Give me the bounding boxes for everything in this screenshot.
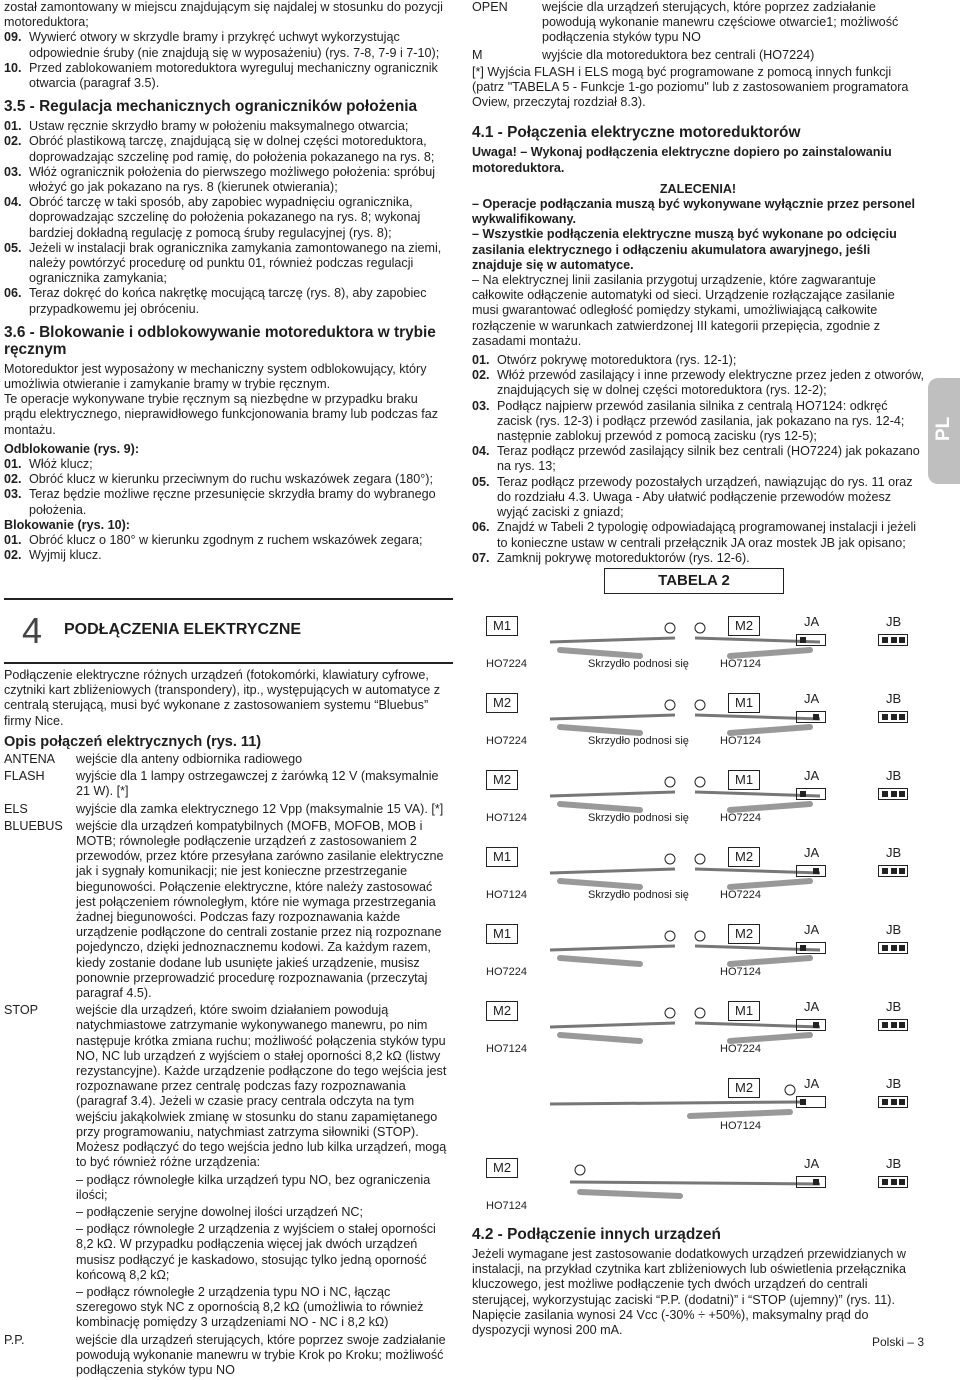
motor-right-label: M1 <box>728 1001 760 1021</box>
list-item: 07. Zamknij pokrywę motoreduktorów (rys. 12-6). <box>472 550 750 565</box>
list-item: 02. Wyjmij klucz. <box>4 548 102 563</box>
list-item: 05. Jeżeli w instalacji brak ogranicznika zamykania zamontowanego na ziemi, należy powtórzyć procedurę od punktu 01, również podczas regulacji ogranicznika zamykania; <box>4 240 442 286</box>
ja-switch-icon <box>796 865 826 877</box>
list-item: 03. Włóż ogranicznik położenia do pierwszego możliwego położenia: spróbuj włożyć go jak pokazano na rys. 8 (kierunek otwierania); <box>4 164 436 195</box>
jb-label: JB <box>886 1156 902 1171</box>
ja-switch-icon <box>796 634 826 646</box>
list-item: 02. Włóż przewód zasilający i inne przewody elektryczne przez jeden z otworów, znajdujących się w dolnej części motoreduktora (rys. 12-2); <box>472 368 924 398</box>
recommendation: – Operacje podłączania muszą być wykonywane wyłącznie przez personel wykwalifikowany. <box>472 197 916 227</box>
list-item: 09. Wywierć otwory w skrzydle bramy i przykręć uchwyt wykorzystując odpowiednie śruby (nie znajdują się w wyposażeniu) (rys. 7-8, 7-9 i 7-10); <box>4 30 440 60</box>
ja-label: JA <box>804 1156 820 1171</box>
unit-right-label: HO7124 <box>720 735 761 747</box>
definition-row: BLUEBUS wejście dla urządzeń kompatybilnych (MOFB, MOFOB, MOB i MOTB; równoległe podłączenie urządzeń z zastosowaniem 2 przewodów, przez które przesyłana zarówno zasilanie elektryczne jak i sygnały komunikacji; nie jest konieczne przestrzeganie biegunowości. Połączenie elektryczne, które należy zastosować jest połączeniem równoległym, które nie wymaga przestrzegania żadnej biegunowości. Podczas fazy rozpoznawania każde urządzenie podłączone do centrali zostanie przez nią rozpoznane pojedynczo, dzięki jednoznacznemu kodowi. Za każdym razem, kiedy zostanie dodane lub usunięte jakieś urządzenie, musisz ponownie przeprowadzić procedurę rozpoznawania (przeczytaj paragraf 4.5). <box>4 818 444 1001</box>
unit-right-label: HO7124 <box>720 966 761 978</box>
ja-label: JA <box>804 1076 820 1091</box>
ja-label: JA <box>804 614 820 629</box>
jb-label: JB <box>886 922 902 937</box>
paragraph: Jeżeli wymagane jest zastosowanie dodatkowych urządzeń przewidzianych w instalacji, na przykład czytnika kart zbliżeniowych lub oświetlenia przełącznika kluczowego, jest możliwe podłączenie tych dwóch urządzeń do centrali sterującej, wykorzystując zaciski “P.P. (dodatni)” i “STOP (ujemny)” (rys. 11). Napięcie zasilania wynosi 24 Vcc (-30% ÷ +50%), maksymalny prąd do dyspozycji wynosi 200 mA. <box>472 1247 907 1338</box>
list-item: 06. Teraz dokręć do końca nakrętkę mocującą tarczę (rys. 8), aby zapobiec przypadkowemu jej obróceniu. <box>4 286 427 316</box>
ja-label: JA <box>804 999 820 1014</box>
definition-row: ANTENA wejście dla anteny odbiornika radiowego <box>4 752 303 767</box>
ja-switch-icon <box>796 942 826 954</box>
table-rows <box>478 608 928 1230</box>
recommendation: – Wszystkie podłączenia elektryczne muszą być wykonane po odcięciu zasilania elektrycznego i odłączeniu akumulatora awaryjnego, jeśli znajduje się w automatyce. <box>472 227 897 272</box>
unit-left-label: HO7124 <box>486 1200 527 1212</box>
definition-row: P.P. wejście dla urządzeń sterujących, które poprzez swoje zadziałanie powodują wykonanie manewru w trybie Krok po Kroku; możliwość podłączenia styków typu NO <box>4 1332 446 1377</box>
table-row <box>478 916 928 993</box>
motor-left-label: M1 <box>486 847 518 867</box>
subheading-connections: Opis połączeń elektrycznych (rys. 11) <box>4 733 262 750</box>
ja-label: JA <box>804 922 820 937</box>
gate-caption: Skrzydło podnosi się <box>588 889 689 901</box>
table-2 <box>478 568 928 1230</box>
ja-label: JA <box>804 845 820 860</box>
motor-left-label: M2 <box>486 1001 518 1021</box>
ja-switch-icon <box>796 788 826 800</box>
right-column <box>472 0 924 566</box>
gate-caption: Skrzydło podnosi się <box>588 735 689 747</box>
definition-row: M wyjście dla motoreduktora bez centrali (HO7224) <box>472 47 815 62</box>
subheading-lock: Blokowanie (rys. 10): <box>4 517 130 532</box>
page-footer: Polski – 3 <box>871 1335 924 1349</box>
list-item: 10. Przed zablokowaniem motoreduktora wyreguluj mechaniczny ogranicznik otwarcia (paragraf 3.5). <box>4 60 438 91</box>
table-title: TABELA 2 <box>604 568 784 594</box>
jb-label: JB <box>886 845 902 860</box>
definition-row: – podłącz równoległe 2 urządzenia typu NO i NC, łącząc szeregowo styk NC z opornością 8,2 kΩ (umożliwia to również kombinację pomiędzy 3 urządzeniami NO - NC i 8,2 kΩ) <box>76 1284 424 1330</box>
list-item: 04. Teraz podłącz przewód zasilający silnik bez centrali (HO7224) jak pokazano na rys. 13; <box>472 444 920 474</box>
table-row <box>478 685 928 762</box>
table-row <box>478 762 928 839</box>
definition-row: ELS wyjście dla zamka elektrycznego 12 Vpp (maksymalnie 15 VA). [*] <box>4 801 444 816</box>
jb-jumper-icon <box>878 942 908 954</box>
motor-right-label: M2 <box>728 924 760 944</box>
list-item: 03. Podłącz najpierw przewód zasilania silnika z centralą HO7124: odkręć zacisk (rys. 12-3) i podłącz przewód zasilania, jak pokazano na rys. 12-4; następnie zablokuj przewód z pomocą zacisku (rys 12-5); <box>472 398 905 444</box>
jb-label: JB <box>886 691 902 706</box>
motor-left-label: M2 <box>486 1158 518 1178</box>
jb-label: JB <box>886 999 902 1014</box>
ja-switch-icon <box>796 1176 826 1188</box>
unit-right-label: HO7224 <box>720 1043 761 1055</box>
gate-diagram <box>540 776 830 816</box>
recommendation: – Na elektrycznej linii zasilania przygotuj urządzenie, które zagwarantuje całkowite odłączenie automatyki od sieci. Urządzenie rozłączające zasilanie musi gwarantować odległość pomiędzy stykami, umożliwiającą całkowite rozłączenie w warunkach zatwierdzonej III kategorii przepięcia, zgodnie z zasadami montażu. <box>472 273 895 348</box>
left-column-lower <box>4 668 453 1380</box>
motor-right-label: M1 <box>728 770 760 790</box>
gate-diagram <box>540 1007 830 1047</box>
jb-label: JB <box>886 768 902 783</box>
gate-diagram <box>540 1084 830 1124</box>
language-tab <box>928 378 960 484</box>
definition-row: – podłącz równoległe kilka urządzeń typu NO, bez ograniczenia ilości; <box>76 1172 431 1202</box>
warning-text: Uwaga! – Wykonaj podłączenia elektryczne dopiero po zainstalowaniu motoreduktora. <box>472 145 892 175</box>
ja-switch-icon <box>796 711 826 723</box>
definition-row: STOP wejście dla urządzeń, które swoim działaniem powodują natychmiastowe zatrzymanie wykonywanego manewru, po nim następuje krótka zmiana ruchu; możliwość połączenia styków typu NO, NC lub urządzeń z wyjściem o stałej oporności 8,2 kΩ (listwy rezystancyjne). Każde urządzenie podłączone do tego wejścia jest rozpoznawane przez centralę podczas fazy rozpoznawania (paragraf 3.4). Jeżeli w czasie pracy centrala odczyta na tym wejściu jakąkolwiek zmianę w stosunku do stanu zapamiętanego przy programowaniu, natychmiast zatrzyma siłowniki (STOP). Możesz podłączyć do tego wejścia jedno lub kilka urządzeń, mogą to być również różne urządzenia: <box>4 1003 447 1170</box>
unit-left-label: HO7224 <box>486 658 527 670</box>
gate-diagram <box>540 930 830 970</box>
jb-jumper-icon <box>878 711 908 723</box>
definition-row: – podłączenie seryjne dowolnej ilości urządzeń NC; <box>76 1204 364 1219</box>
subheading-unlock: Odblokowanie (rys. 9): <box>4 441 140 456</box>
paragraph: Podłączenie elektryczne różnych urządzeń (fotokomórki, klawiatury cyfrowe, czytniki kart zbliżeniowych (transpondery), itp., występujących w automatyce z centralą sterującą, musi być wykonane z zastosowaniem systemu “Bluebus” firmy Nice. <box>4 668 441 728</box>
intro-paragraph: został zamontowany w miejscu znajdującym się najdalej w stosunku do pozycji motoreduktora; <box>4 0 443 30</box>
table-row <box>478 608 928 685</box>
chapter-number: 4 <box>22 610 43 651</box>
gate-diagram <box>540 853 830 893</box>
unit-right-label: HO7224 <box>720 812 761 824</box>
list-item: 02. Obróć plastikową tarczę, znajdującą się w dolnej części motoreduktora, doprowadzając szczelinę pod ramię, do położenia pokazanego na rys. 8; <box>4 134 435 164</box>
unit-right-label: HO7124 <box>720 1120 761 1132</box>
section-heading-3-5: 3.5 - Regulacja mechanicznych ograniczników położenia <box>4 98 418 116</box>
section-heading-3-6: 3.6 - Blokowanie i odblokowywanie motoreduktora w trybie ręcznym <box>4 323 436 358</box>
list-item: 02. Obróć klucz w kierunku przeciwnym do ruchu wskazówek zegara (180°); <box>4 472 433 487</box>
jb-label: JB <box>886 614 902 629</box>
unit-left-label: HO7124 <box>486 889 527 901</box>
list-item: 01. Ustaw ręcznie skrzydło bramy w położeniu maksymalnego otwarcia; <box>4 119 409 134</box>
limit-steps <box>4 119 453 317</box>
section-4-2 <box>472 1226 924 1338</box>
gate-caption: Skrzydło podnosi się <box>588 812 689 824</box>
unit-left-label: HO7124 <box>486 1043 527 1055</box>
gate-diagram <box>540 622 830 662</box>
jb-jumper-icon <box>878 1019 908 1031</box>
table-row <box>478 993 928 1070</box>
table-row <box>478 1150 928 1230</box>
unit-left-label: HO7124 <box>486 812 527 824</box>
footnote: [*] Wyjścia FLASH i ELS mogą być programowane z pomocą innych funkcji (patrz "TABELA 5 - Funkcje 1-go poziomu" lub z zastosowaniem programatora Oview, przeczytaj rozdział 8.3). <box>472 64 909 110</box>
install-steps <box>4 30 453 91</box>
list-item: 05. Teraz podłącz przewody pozostałych urządzeń, nawiązując do rys. 11 oraz do rozdziału 4.3. Uwaga - Aby ułatwić podłączenie przewodów możesz wyjąć zaciski z gniazd; <box>472 474 913 520</box>
unit-right-label: HO7224 <box>720 889 761 901</box>
section-heading-4-1: 4.1 - Połączenia elektryczne motoreduktorów <box>472 124 801 142</box>
jb-label: JB <box>886 1076 902 1091</box>
jb-jumper-icon <box>878 865 908 877</box>
recommendations-title: ZALECENIA! <box>659 181 737 196</box>
jb-jumper-icon <box>878 788 908 800</box>
table-row <box>478 839 928 916</box>
chapter-header <box>4 598 453 664</box>
jb-jumper-icon <box>878 1176 908 1188</box>
jb-jumper-icon <box>878 634 908 646</box>
ja-switch-icon <box>796 1096 826 1108</box>
ja-label: JA <box>804 691 820 706</box>
chapter-title: PODŁĄCZENIA ELEKTRYCZNE <box>64 621 302 638</box>
ja-switch-icon <box>796 1019 826 1031</box>
definition-row: – podłącz równoległe 2 urządzenia z wyjściem o stałej oporności 8,2 kΩ. W przypadku podłączenia więcej jak dwóch urządzeń musisz podłączyć je kaskadowo, stosując tylko jedną oporność końcową 8,2 kΩ; <box>76 1222 436 1282</box>
list-item: 01. Otwórz pokrywę motoreduktora (rys. 12-1); <box>472 353 737 368</box>
jb-jumper-icon <box>878 1096 908 1108</box>
terminal-definitions <box>4 752 453 1378</box>
paragraph: Te operacje wykonywane trybie ręcznym są niezbędne w przypadku braku prądu elektrycznego, nieprawidłowego funkcjonowania bramy lub podczas faz montażu. <box>4 392 439 437</box>
paragraph: Motoreduktor jest wyposażony w mechaniczny system odblokowujący, który umożliwia otwieranie i zamykanie bramy w trybie ręcznym. <box>4 361 427 392</box>
list-item: 01. Włóż klucz; <box>4 457 93 472</box>
gate-diagram <box>540 699 830 739</box>
list-item: 03. Teraz będzie możliwe ręczne przesunięcie skrzydła bramy do wybranego położenia. <box>4 487 436 517</box>
gate-diagram <box>540 1164 830 1204</box>
unit-right-label: HO7124 <box>720 658 761 670</box>
list-item: 06. Znajdź w Tabeli 2 typologię odpowiadającą programowanej instalacji i jeżeli to konieczne ustaw w centrali przełącznik JA oraz mostek JB jak opisano; <box>472 520 917 550</box>
list-item: 04. Obróć tarczę w taki sposób, aby zapobiec wypadnięciu ogranicznika, doprowadzając szczelinę do położenia pokazanego na rys. 8; wykonaj bardziej dokładną regulację z pomocą śruby regulacyjnej (rys. 8); <box>4 195 421 240</box>
list-item: 01. Obróć klucz o 180° w kierunku zgodnym z ruchem wskazówek zegara; <box>4 533 423 548</box>
motor-left-label: M1 <box>486 924 518 944</box>
motor-right-label: M1 <box>728 693 760 713</box>
left-column <box>4 0 453 564</box>
section-heading-4-2: 4.2 - Podłączenie innych urządzeń <box>472 1226 721 1243</box>
language-label: PL <box>933 416 954 441</box>
motor-left-label: M2 <box>486 770 518 790</box>
definition-row: OPEN wejście dla urządzeń sterujących, które poprzez zadziałanie powodują wykonanie manewru częściowe otwarcie1; możliwość podłączenia styków typu NO <box>472 0 899 45</box>
ja-label: JA <box>804 768 820 783</box>
table-row <box>478 1070 928 1150</box>
gate-caption: Skrzydło podnosi się <box>588 658 689 670</box>
motor-right-label: M2 <box>728 847 760 867</box>
definition-row: FLASH wyjście dla 1 lampy ostrzegawczej z żarówką 12 V (maksymalnie 21 W). [*] <box>4 769 439 799</box>
motor-right-label: M2 <box>728 616 760 636</box>
unit-left-label: HO7224 <box>486 735 527 747</box>
motor-right-label: M2 <box>728 1078 760 1098</box>
motor-left-label: M1 <box>486 616 518 636</box>
motor-left-label: M2 <box>486 693 518 713</box>
unit-left-label: HO7224 <box>486 966 527 978</box>
